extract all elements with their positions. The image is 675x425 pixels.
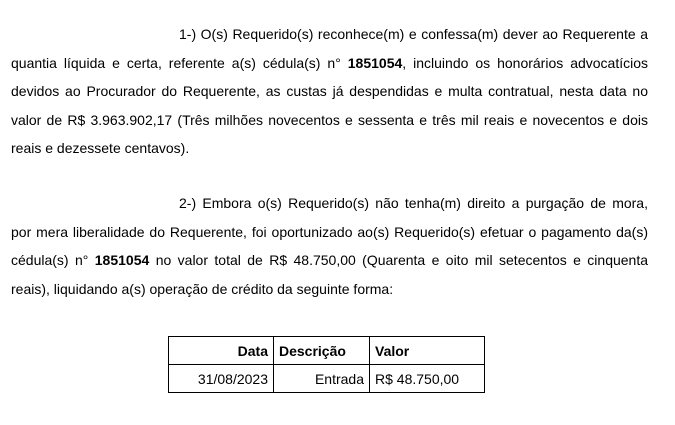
header-valor: Valor bbox=[370, 337, 485, 365]
paragraph-1-text-end: , incluindo os honorários advocatícios devidos ao Procurador do Requerente, as custas já despendidas e multa contratual, nesta data no valor de R$ 3.963.902,17 (Três milhões novecentos e sessenta e três mil reais e novecentos e dois reais e dezessete centavos). bbox=[11, 54, 649, 156]
cell-data: 31/08/2023 bbox=[169, 365, 274, 393]
paragraph-2-text-start: 2-) Embora o(s) Requerido(s) não tenha(m) direito a purgação de mora, por mera liberalidade do Requerente, foi oportunizado ao(s) Requerido(s) efetuar o pagamento da(s) cédula(s) n° bbox=[11, 195, 648, 268]
payment-table bbox=[168, 336, 485, 393]
cedula-number: 1851054 bbox=[347, 54, 403, 71]
header-data: Data bbox=[169, 337, 274, 365]
paragraph-payment bbox=[11, 189, 648, 303]
table-header-row bbox=[169, 337, 485, 365]
cell-valor: R$ 48.750,00 bbox=[370, 365, 485, 393]
paragraph-1-text-start: 1-) O(s) Requerido(s) reconhece(m) e confessa(m) dever ao Requerente a quantia líquida e certa, referente a(s) cédula(s) n° bbox=[11, 26, 648, 71]
cell-descricao: Entrada bbox=[274, 365, 370, 393]
paragraph-2-text-end: no valor total de R$ 48.750,00 (Quarenta e oito mil setecentos e cinquenta reais), liquidando a(s) operação de crédito da seguinte forma: bbox=[11, 252, 649, 297]
cedula-number: 1851054 bbox=[94, 252, 150, 268]
paragraph-confession bbox=[11, 20, 648, 163]
table-row bbox=[169, 365, 485, 393]
header-descricao: Descrição bbox=[274, 337, 370, 365]
